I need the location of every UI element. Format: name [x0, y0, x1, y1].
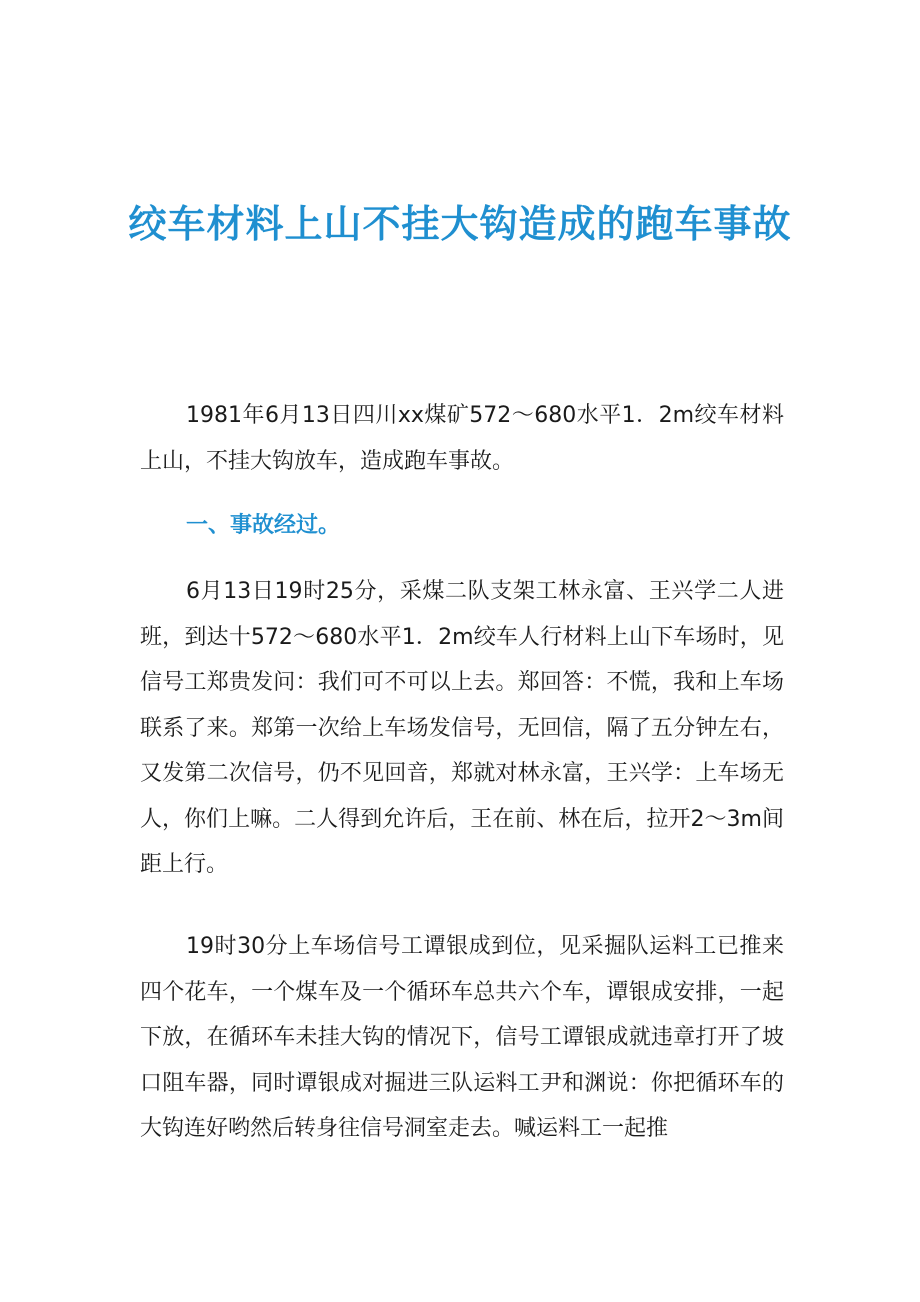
- document-title: 绞车材料上山不挂大钩造成的跑车事故: [128, 202, 792, 246]
- intro-paragraph: 1981年6月13日四川xx煤矿572～680水平1．2m绞车材料上山，不挂大钩放车，造成跑车事故。: [140, 403, 784, 474]
- body-paragraph: 19时30分上车场信号工谭银成到位，见采掘队运料工已推来四个花车，一个煤车及一个循环车总共六个车，谭银成安排，一起下放，在循环车未挂大钩的情况下，信号工谭银成就违章打开了坡口阻车器，同时谭银成对掘进三队运料工尹和渊说：你把循环车的大钩连好哟然后转身往信号洞室走去。喊运料工一起推: [140, 934, 784, 1141]
- body-paragraph: 6月13日19时25分，采煤二队支架工林永富、王兴学二人进班，到达十572～680水平1．2m绞车人行材料上山下车场时，见信号工郑贵发问：我们可不可以上去。郑回答：不慌，我和上车场联系了来。郑第一次给上车场发信号，无回信，隔了五分钟左右，又发第二次信号，仍不见回音，郑就对林永富，王兴学：上车场无人，你们上嘛。二人得到允许后，王在前、林在后，拉开2～3m间距上行。: [140, 579, 784, 877]
- section-heading: 一、事故经过。: [186, 513, 341, 538]
